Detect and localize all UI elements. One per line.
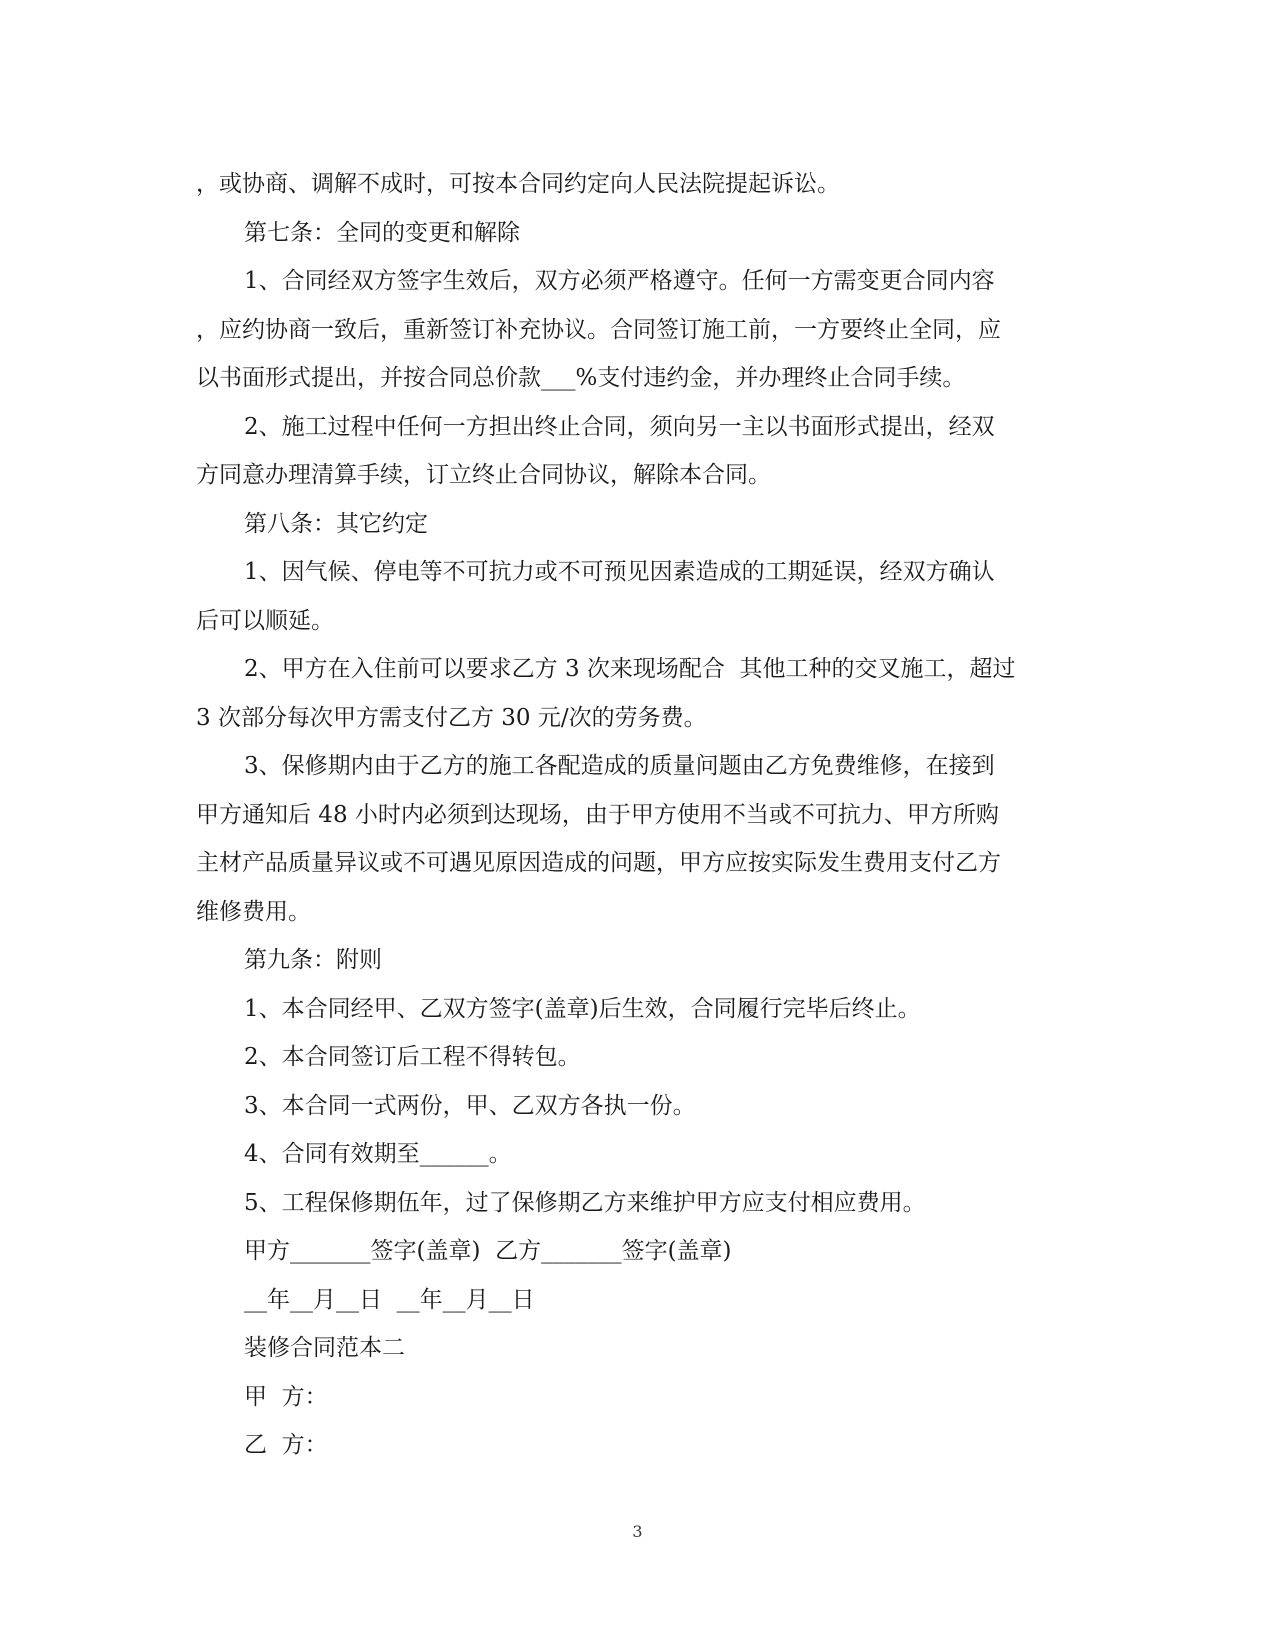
text-line: 2、施工过程中任何一方担出终止合同，须向另一主以书面形式提出，经双 bbox=[244, 413, 995, 440]
text-line: 维修费用。 bbox=[196, 898, 311, 925]
text-line: 4、合同有效期至______。 bbox=[244, 1141, 512, 1167]
section-heading-7: 第七条：全同的变更和解除 bbox=[244, 219, 520, 246]
text-line: ，或协商、调解不成时，可按本合同约定向人民法院提起诉讼。 bbox=[196, 171, 840, 197]
text-line: 3、保修期内由于乙方的施工各配造成的质量问题由乙方免费维修，在接到 bbox=[244, 753, 995, 779]
text-line: 甲方通知后 48 小时内必须到达现场，由于甲方使用不当或不可抗力、甲方所购 bbox=[196, 801, 999, 828]
text-line: 1、因气候、停电等不可抗力或不可预见因素造成的工期延误，经双方确认 bbox=[244, 559, 995, 585]
text-line: 主材产品质量异议或不可遇见原因造成的问题，甲方应按实际发生费用支付乙方 bbox=[196, 850, 1001, 876]
date-line: __年__月__日 __年__月__日 bbox=[244, 1286, 535, 1313]
document-body bbox=[196, 160, 1076, 1470]
party-a-label: 甲 方： bbox=[244, 1383, 328, 1410]
text-line: 3、本合同一式两份，甲、乙双方各执一份。 bbox=[244, 1092, 696, 1119]
text-line: 2、本合同签订后工程不得转包。 bbox=[244, 1044, 581, 1070]
text-line: 后可以顺延。 bbox=[196, 607, 334, 634]
text-line: 以书面形式提出，并按合同总价款___%支付违约金，并办理终止合同手续。 bbox=[196, 365, 966, 391]
page-number: 3 bbox=[632, 1522, 643, 1541]
text-line: 5、工程保修期伍年，过了保修期乙方来维护甲方应支付相应费用。 bbox=[244, 1189, 926, 1216]
text-line: ，应约协商一致后，重新签订补充协议。合同签订施工前，一方要终止全同，应 bbox=[196, 316, 1001, 343]
signature-line: 甲方_______签字(盖章) 乙方_______签字(盖章) bbox=[244, 1238, 732, 1264]
text-line: 3 次部分每次甲方需支付乙方 30 元/次的劳务费。 bbox=[196, 704, 707, 731]
text-line: 1、本合同经甲、乙双方签字(盖章)后生效，合同履行完毕后终止。 bbox=[244, 995, 921, 1022]
text-line: 2、甲方在入住前可以要求乙方 3 次来现场配合 其他工种的交叉施工，超过 bbox=[244, 656, 1016, 682]
section-heading-8: 第八条：其它约定 bbox=[244, 510, 428, 537]
section-heading-9: 第九条：附则 bbox=[244, 947, 382, 973]
party-b-label: 乙 方： bbox=[244, 1432, 328, 1458]
contract-title-2: 装修合同范本二 bbox=[244, 1335, 405, 1361]
text-line: 1、合同经双方签字生效后，双方必须严格遵守。任何一方需变更合同内容 bbox=[244, 268, 995, 294]
text-line: 方同意办理清算手续，订立终止合同协议，解除本合同。 bbox=[196, 462, 771, 488]
